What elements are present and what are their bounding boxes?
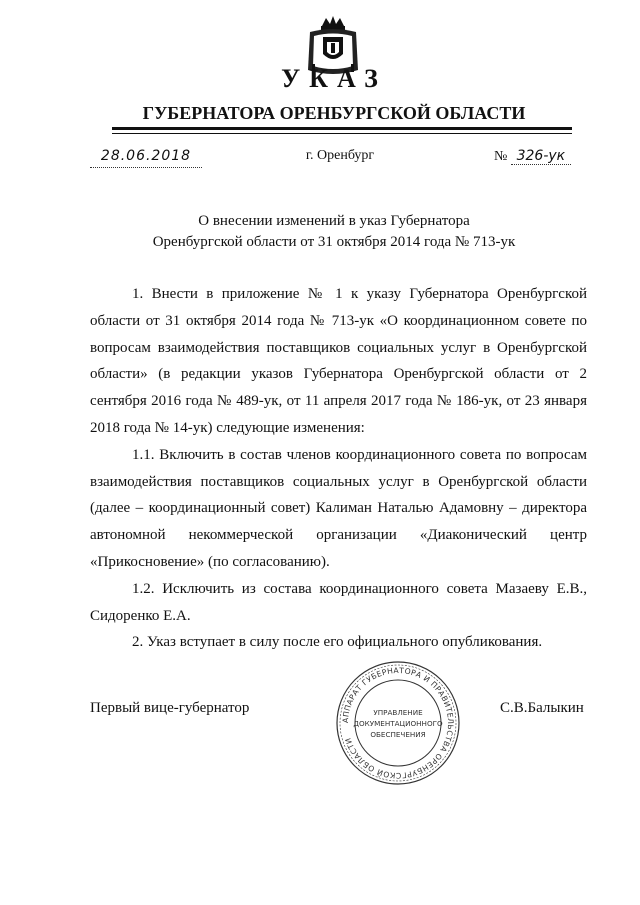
paragraph-1: 1. Внести в приложение № 1 к указу Губернатора Оренбургской области от 31 октября 2014 года № 713-ук «О координационном совете по вопросам взаимодействия поставщиков социальных услуг в Оренбургской области» (в редакции указов Губернатора Оренбургской области от 2 сентября 2016 года № 489-ук, от 11 апреля 2017 года № 186-ук, от 23 января 2018 года № 14-ук) следующие изменения: <box>90 286 587 436</box>
number-field <box>494 148 594 165</box>
document-subtitle: ГУБЕРНАТОРА ОРЕНБУРГСКОЙ ОБЛАСТИ <box>142 103 526 123</box>
official-stamp <box>335 660 461 786</box>
header-rule-thin <box>112 133 572 134</box>
subject-line-2: Оренбургской области от 31 октября 2014 года № 713-ук <box>152 234 516 250</box>
document-subject <box>0 211 640 253</box>
city-label: г. Оренбург <box>305 148 375 163</box>
signatory-position: Первый вице-губернатор <box>90 700 250 716</box>
stamp-line-3: ОБЕСПЕЧЕНИЯ <box>370 730 426 739</box>
stamp-line-1: УПРАВЛЕНИЕ <box>373 708 423 717</box>
date-field <box>90 148 202 168</box>
document-body <box>90 281 587 656</box>
date-underline <box>90 165 202 168</box>
signatory-name: С.В.Балыкин <box>500 700 584 716</box>
paragraph-2: 2. Указ вступает в силу после его официального опубликования. <box>132 634 543 651</box>
date-value: 28.06.2018 <box>100 148 192 164</box>
header-rule-thick <box>112 127 572 130</box>
document-title: УКАЗ <box>281 64 387 93</box>
number-sign: № <box>494 149 508 164</box>
paragraph-1-1: 1.1. Включить в состав членов координационного совета по вопросам взаимодействия поставщиков социальных услуг в Оренбургской области (далее – координационный совет) Калиман Наталью Адамовну – директора автономной некоммерческой организации «Диаконический центр «Прикосновение» (по согласованию). <box>90 446 587 570</box>
number-value: 326-ук <box>511 148 571 165</box>
subject-line-1: О внесении изменений в указ Губернатора <box>198 213 470 229</box>
paragraph-1-2: 1.2. Исключить из состава координационного совета Мазаеву Е.В., Сидоренко Е.А. <box>90 580 587 624</box>
stamp-line-2: ДОКУМЕНТАЦИОННОГО <box>353 719 443 728</box>
stamp-ring-text: АППАРАТ ГУБЕРНАТОРА И ПРАВИТЕЛЬСТВА ОРЕНБУРГСКОЙ ОБЛАСТИ <box>340 665 456 781</box>
